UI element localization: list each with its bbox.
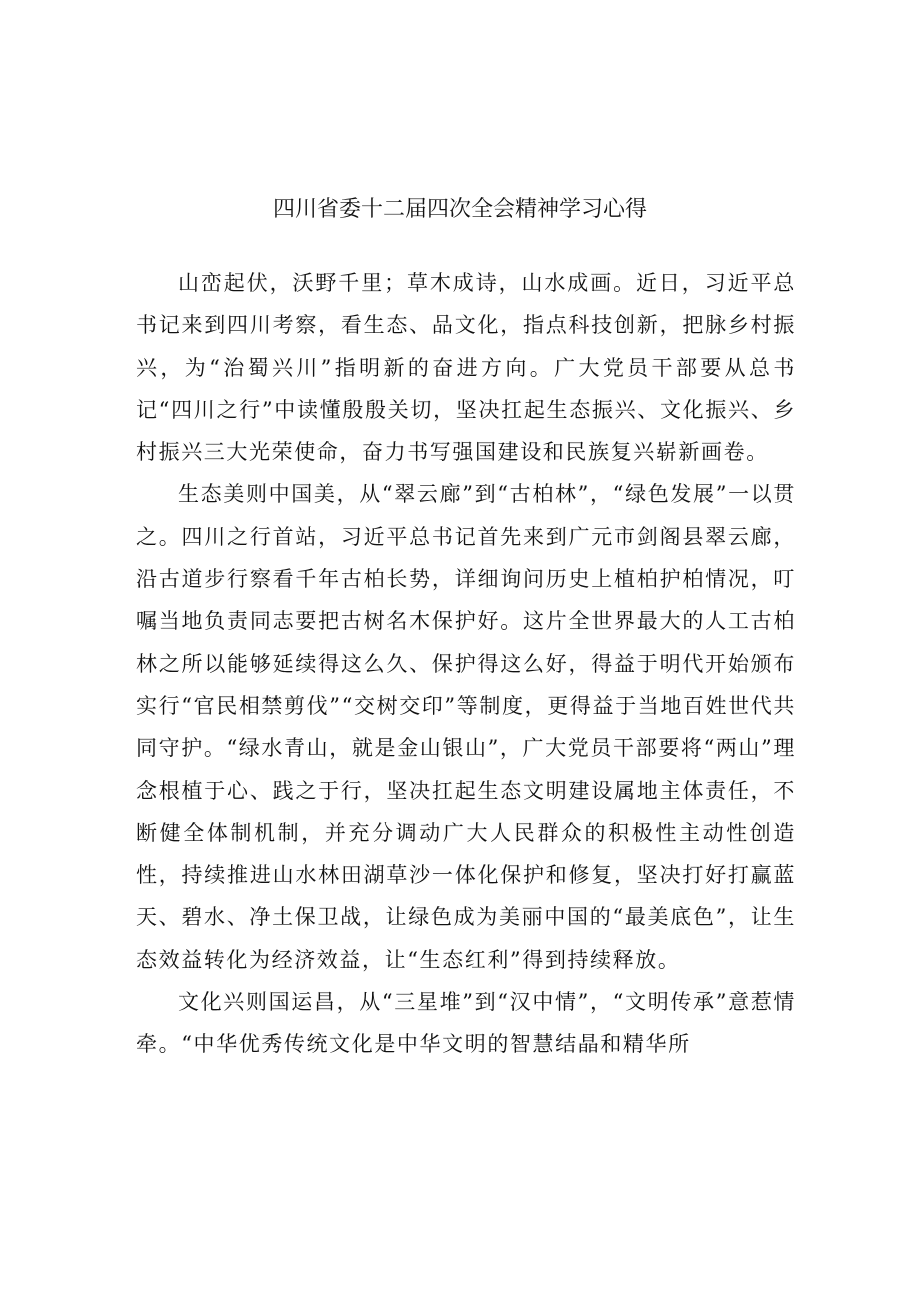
- paragraph-culture: 文化兴则国运昌，从“三星堆”到“汉中情”，“文明传承”意惹情牵。“中华优秀传统文化是中华文明的智慧结晶和精华所: [136, 990, 796, 1057]
- document-title: 四川省委十二届四次全会精神学习心得: [272, 196, 647, 222]
- paragraph-intro: 山峦起伏，沃野千里；草木成诗，山水成画。近日，习近平总书记来到四川考察，看生态、品文化，指点科技创新，把脉乡村振兴，为“治蜀兴川”指明新的奋进方向。广大党员干部要从总书记“四川之行”中读懂殷殷关切，坚决扛起生态振兴、文化振兴、乡村振兴三大光荣使命，奋力书写强国建设和民族复兴崭新画卷。: [136, 271, 796, 465]
- document-body: [136, 262, 796, 1066]
- paragraph-ecology: 生态美则中国美，从“翠云廊”到“古柏林”，“绿色发展”一以贯之。四川之行首站，习近平总书记首先来到广元市剑阁县翠云廊，沿古道步行察看千年古柏长势，详细询问历史上植柏护柏情况，叮嘱当地负责同志要把古树名木保护好。这片全世界最大的人工古柏林之所以能够延续得这么久、保护得这么好，得益于明代开始颁布实行“官民相禁剪伐”“交树交印”等制度，更得益于当地百姓世代共同守护。“绿水青山，就是金山银山”，广大党员干部要将“两山”理念根植于心、践之于行，坚决扛起生态文明建设属地主体责任，不断健全体制机制，并充分调动广大人民群众的积极性主动性创造性，持续推进山水林田湖草沙一体化保护和修复，坚决打好打赢蓝天、碧水、净土保卫战，让绿色成为美丽中国的“最美底色”，让生态效益转化为经济效益，让“生态红利”得到持续释放。: [136, 482, 796, 972]
